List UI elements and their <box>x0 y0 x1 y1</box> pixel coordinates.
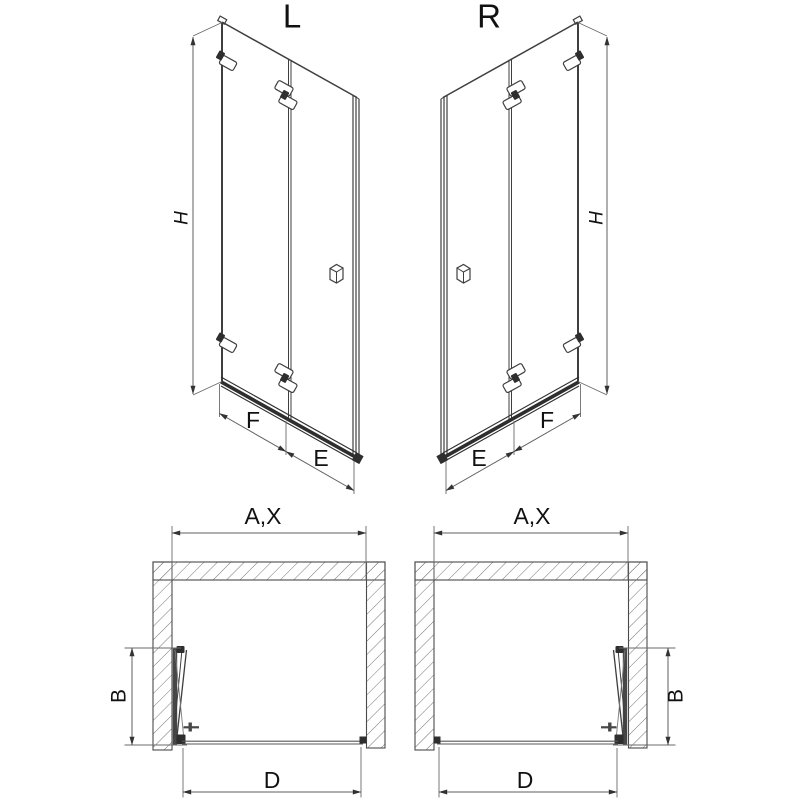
dim-label-height-right: H <box>586 211 608 225</box>
dim-label-width-left: A,X <box>244 503 282 529</box>
variant-label-left: L <box>282 0 302 35</box>
iso-view-left <box>172 0 364 494</box>
dim-label-height-left: H <box>171 211 193 225</box>
dim-label-fold-panel-left: F <box>245 407 261 433</box>
dim-label-depth-right: B <box>664 688 688 704</box>
dim-label-fold-panel-right: F <box>539 407 555 433</box>
dim-label-width-right: A,X <box>513 503 551 529</box>
dim-label-opening-left: D <box>263 767 281 793</box>
dim-label-end-panel-right: E <box>471 445 487 471</box>
dim-label-end-panel-left: E <box>313 445 329 471</box>
iso-view-right <box>436 0 607 494</box>
dim-label-opening-right: D <box>516 767 534 793</box>
plan-view-right <box>415 503 688 798</box>
variant-label-right: R <box>477 0 501 35</box>
plan-view-left <box>108 503 386 798</box>
dim-label-depth-left: B <box>107 688 131 704</box>
